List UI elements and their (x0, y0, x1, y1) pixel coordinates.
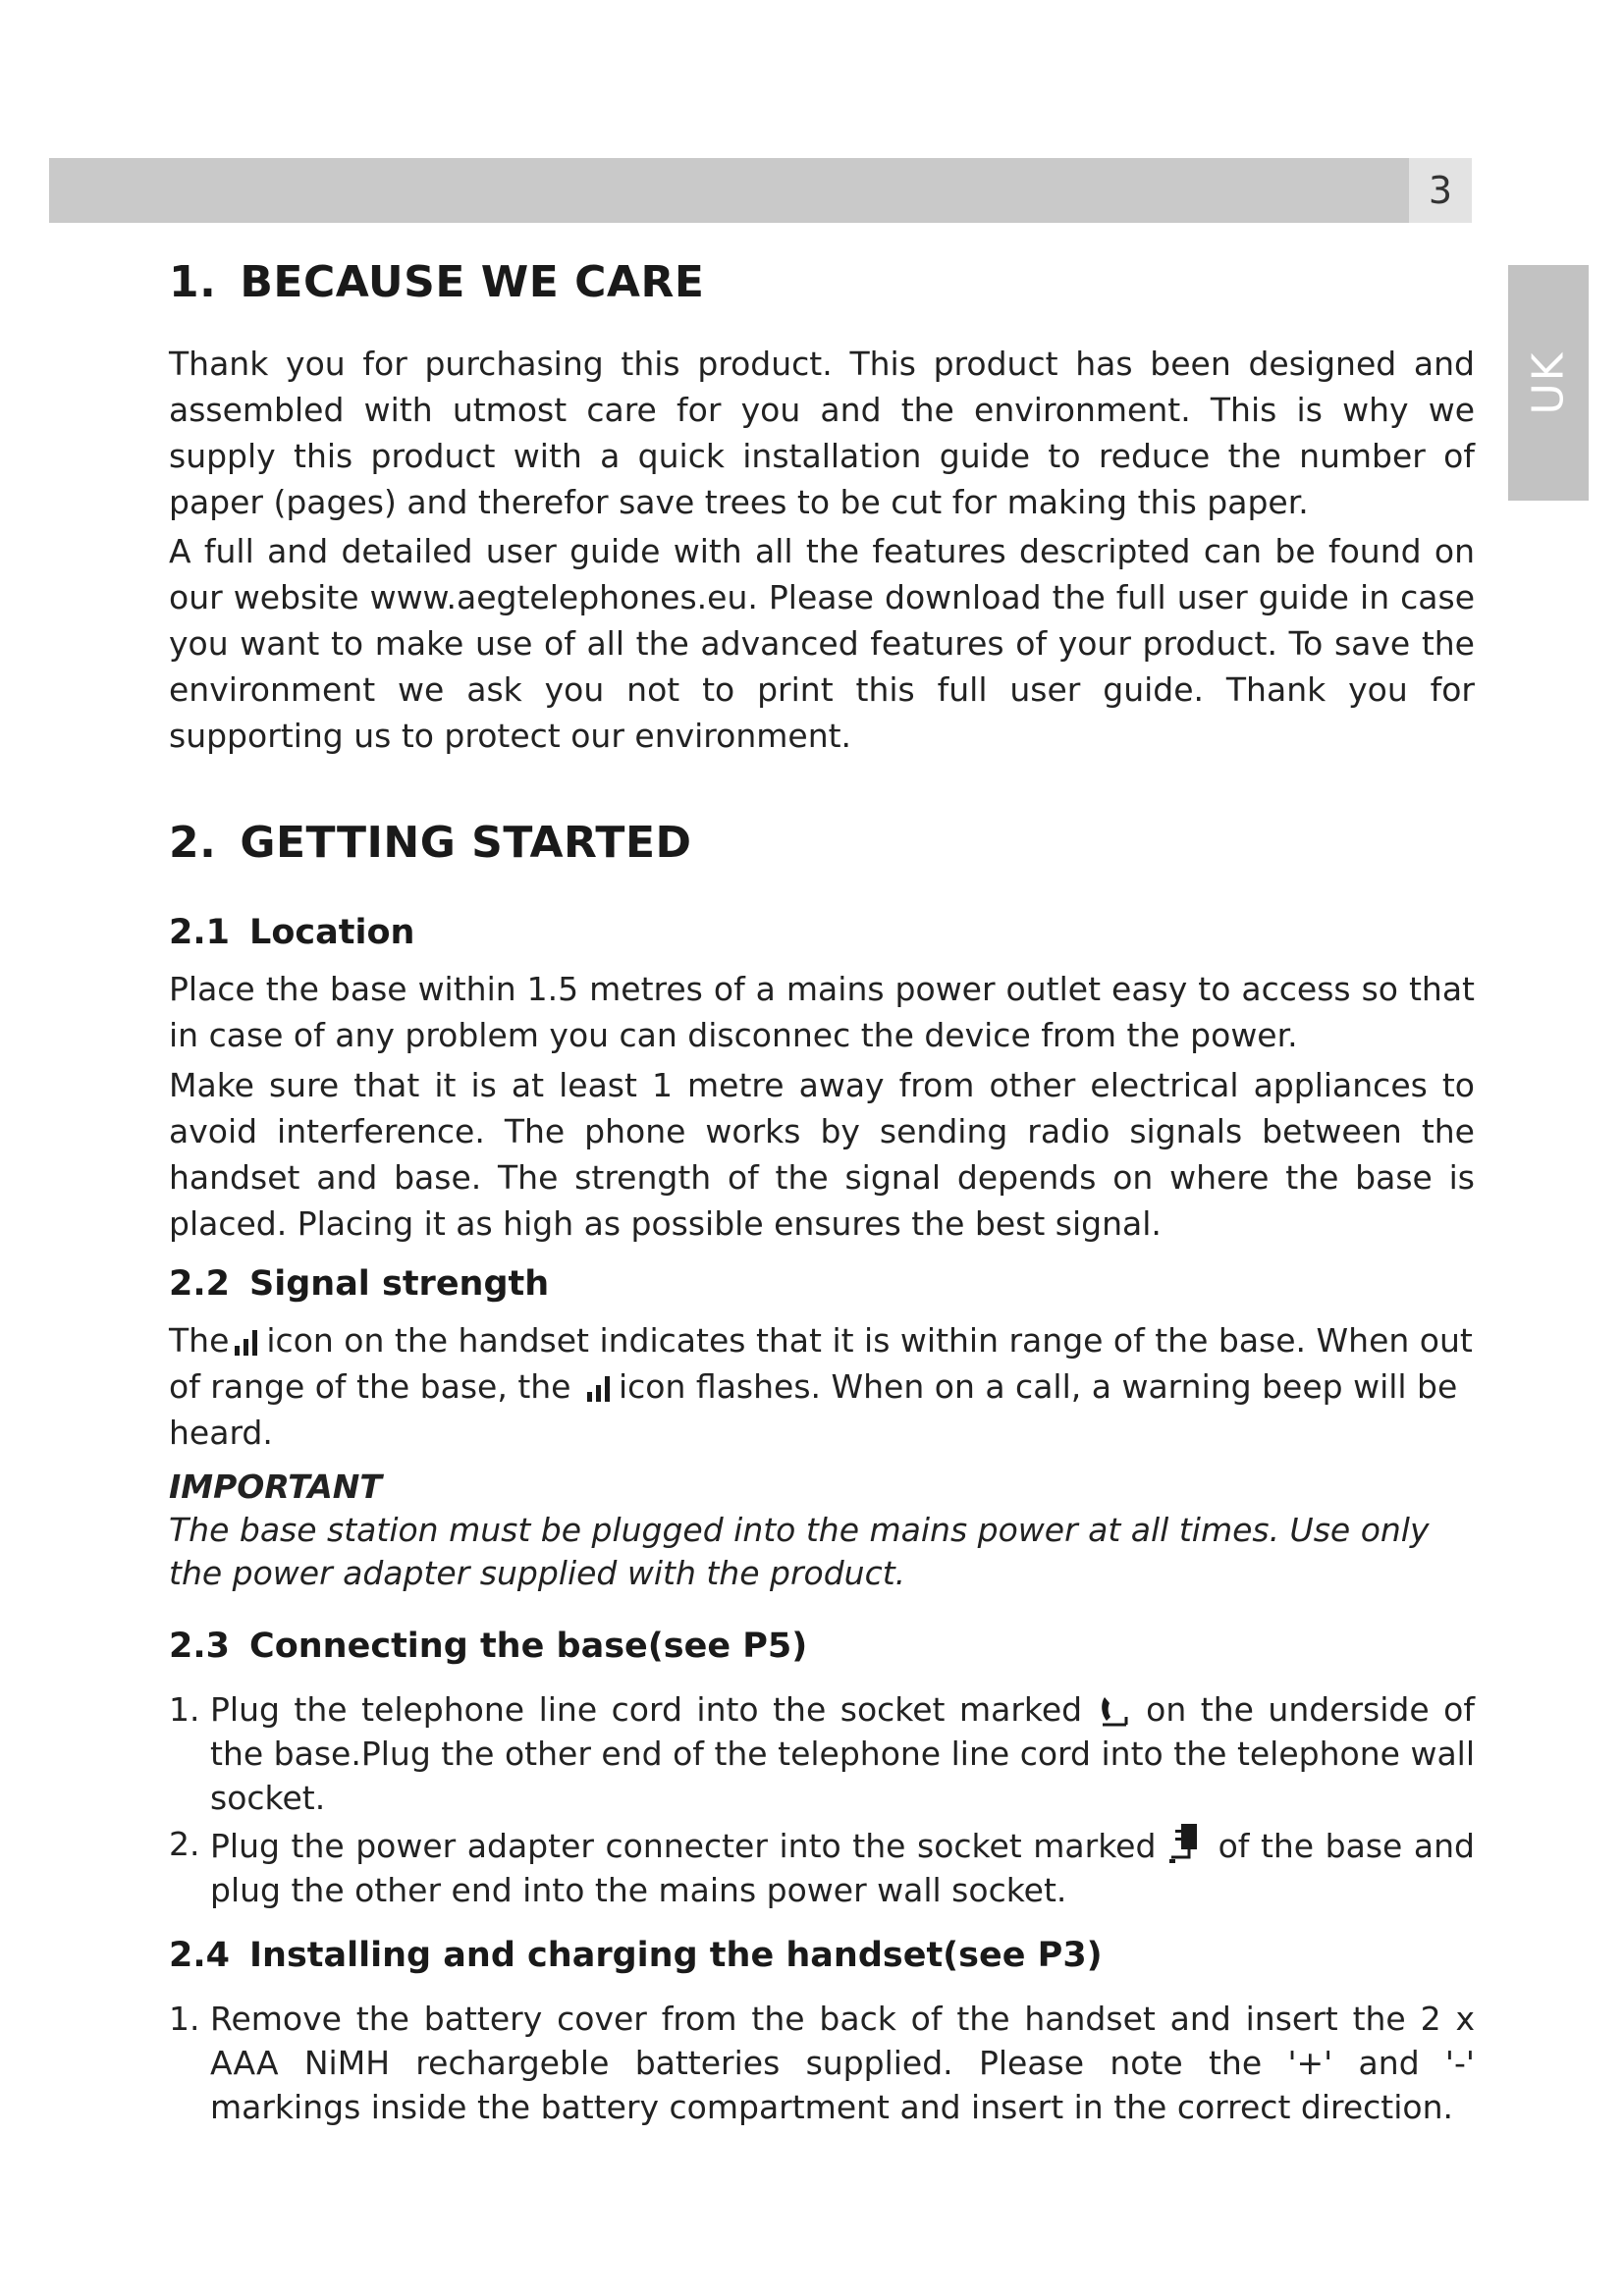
step-marker: 2. (169, 1825, 200, 1863)
connecting-step-2 (169, 1822, 1475, 1912)
subsection-2-4-number: 2.4 (169, 1936, 231, 1975)
subsection-2-2-number: 2.2 (169, 1264, 231, 1304)
subsection-2-2-title: Signal strength (249, 1264, 550, 1304)
section-2-title: GETTING STARTED (240, 818, 692, 868)
language-tab-label: UK (1523, 350, 1574, 415)
signal-strength-paragraph (169, 1317, 1475, 1456)
installing-step-1 (169, 1997, 1475, 2129)
telephone-socket-icon (1097, 1693, 1132, 1729)
section-1-paragraph-2: A full and detailed user guide with all the features descripted can be found on our website www.aegtelephones.eu. Please download the full user guide in case you want to make use of all the advanced features of your product. To save the environment we ask you not to print this full user guide. Thank you for supporting us to protect our environment. (169, 532, 1475, 755)
important-label: IMPORTANT (169, 1468, 382, 1506)
step-1-text-a: Plug the telephone line cord into the socket marked (210, 1690, 1083, 1729)
subsection-2-4-heading (169, 1936, 1475, 1975)
signal-text-b: icon on the handset indicates that it is within range of the base. When out of range of the base, the (169, 1321, 1473, 1406)
section-1-paragraph-1: Thank you for purchasing this product. This product has been designed and assembled with utmost care for you and the environment. This is why we supply this product with a quick installation guide to reduce the number of paper (pages) and therefor save trees to be cut for making this paper. (169, 345, 1475, 521)
location-paragraph-1: Place the base within 1.5 metres of a mains power outlet easy to access so that in case of any problem you can disconnec the device from the power. (169, 970, 1475, 1054)
subsection-2-3-heading (169, 1627, 1475, 1666)
step-2-text-a: Plug the power adapter connecter into the socket marked (210, 1827, 1157, 1865)
subsection-2-3-title: Connecting the base(see P5) (249, 1627, 808, 1666)
subsection-2-1-number: 2.1 (169, 913, 231, 952)
section-1-title: BECAUSE WE CARE (240, 257, 705, 307)
power-adapter-icon (1167, 1822, 1207, 1865)
header-bar (49, 158, 1409, 223)
section-2-number: 2. (169, 818, 217, 868)
subsection-2-1-title: Location (249, 913, 415, 952)
connecting-base-steps (169, 1687, 1475, 1912)
signal-strength-icon (231, 1324, 264, 1358)
installing-step-1-text: Remove the battery cover from the back of the handset and insert the 2 x AAA NiMH rechargeble batteries supplied. Please note the '+' and '-' markings inside the battery compartment and insert in the correct direction. (210, 2000, 1475, 2126)
section-1-number: 1. (169, 257, 217, 307)
step-1-text-b: on the underside of the base.Plug the other end of the telephone line cord into the telephone wall socket. (210, 1690, 1475, 1817)
signal-strength-icon (583, 1370, 617, 1404)
signal-text-c: icon flashes. When on a call, a warning beep will be heard. (169, 1367, 1458, 1452)
location-paragraph-2: Make sure that it is at least 1 metre away from other electrical appliances to avoid interference. The phone works by sending radio signals between the handset and base. The strength of the signal depends on where the base is placed. Placing it as high as possible ensures the best signal. (169, 1066, 1475, 1243)
section-1-heading (169, 257, 1475, 307)
subsection-2-1-heading (169, 913, 1475, 952)
section-2-heading (169, 818, 1475, 868)
step-2-text-b: of the base and plug the other end into the mains power wall socket. (210, 1827, 1475, 1909)
page-content (169, 245, 1475, 2129)
important-text: The base station must be plugged into the mains power at all times. Use only the power adapter supplied with the product. (169, 1511, 1430, 1592)
subsection-2-2-heading (169, 1264, 1475, 1304)
connecting-step-1 (169, 1687, 1475, 1820)
subsection-2-4-title: Installing and charging the handset(see P3) (249, 1936, 1103, 1975)
language-tab (1508, 265, 1589, 501)
subsection-2-3-number: 2.3 (169, 1627, 231, 1666)
step-marker: 1. (169, 2000, 200, 2038)
installing-handset-steps (169, 1997, 1475, 2129)
page-number: 3 (1409, 158, 1472, 223)
step-marker: 1. (169, 1690, 200, 1729)
signal-text-a: The (169, 1321, 230, 1360)
